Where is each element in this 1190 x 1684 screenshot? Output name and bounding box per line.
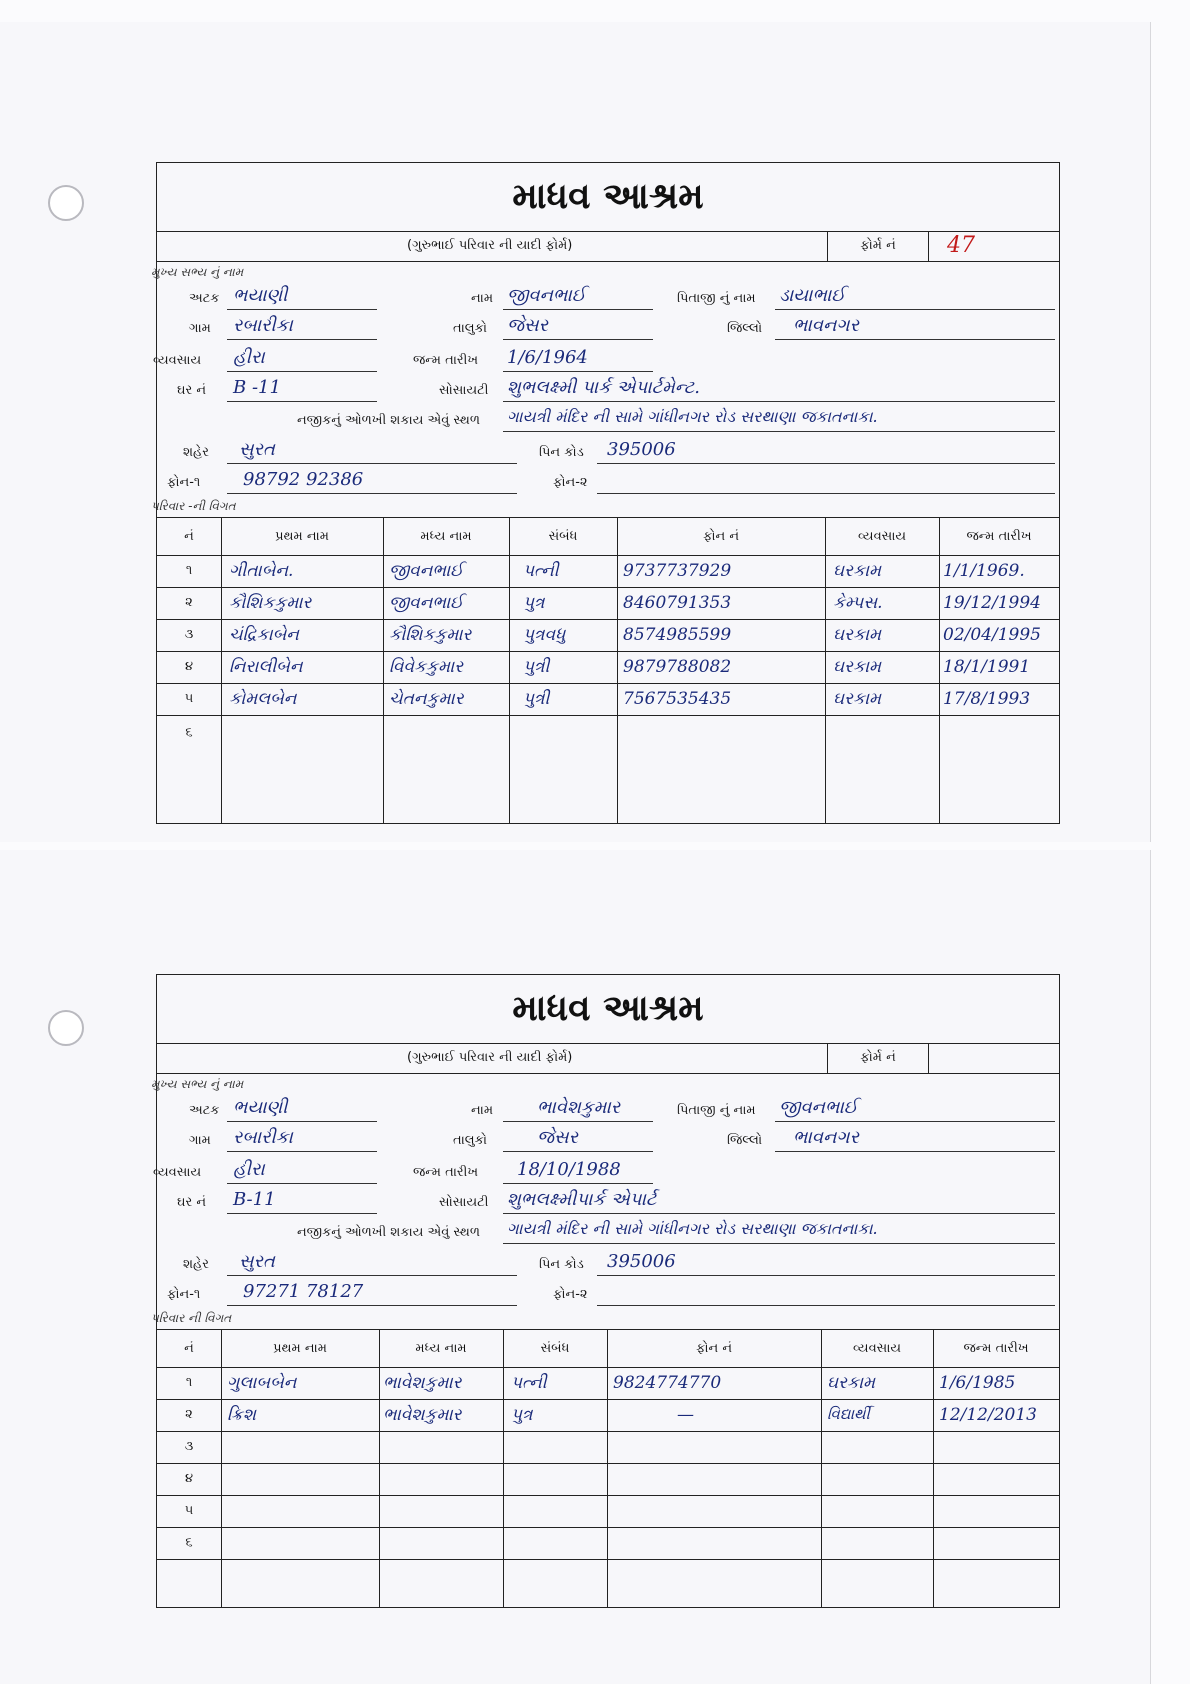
father-underline xyxy=(775,1121,1055,1122)
surname-label: અટક xyxy=(189,1103,220,1118)
member-phone[interactable]: 9737737929 xyxy=(623,561,732,581)
occupation-underline xyxy=(227,1183,377,1184)
member-first-name[interactable]: નિરાલીબેન xyxy=(229,657,303,677)
form-title: માધવ આશ્રમ xyxy=(512,987,704,1029)
member-dob[interactable]: 17/8/1993 xyxy=(943,689,1031,709)
name-value[interactable]: જીવનભાઈ xyxy=(507,285,586,306)
row-number: ૪ xyxy=(184,1471,194,1486)
district-label: જિલ્લો xyxy=(727,321,763,336)
phone2-label: ફોન-૨ xyxy=(553,475,588,490)
header-relation: સંબંધ xyxy=(548,529,578,544)
member-middle-name[interactable]: કૌશિકકુમાર xyxy=(389,625,472,645)
header-middle-name: મધ્ય નામ xyxy=(415,1341,467,1356)
punch-hole xyxy=(48,1010,84,1046)
member-first-name[interactable]: ક્રિશ xyxy=(227,1405,256,1425)
family-details-label: પરિવાર ની વિગત xyxy=(151,1311,232,1325)
landmark-underline xyxy=(503,1243,1055,1244)
form-number-label: ફોર્મ નં xyxy=(827,1043,929,1073)
phone2-underline xyxy=(597,493,1055,494)
district-underline xyxy=(775,1151,1055,1152)
house-underline xyxy=(227,401,377,402)
row-number: ૨ xyxy=(185,1407,193,1422)
header-first-name: પ્રથમ નામ xyxy=(275,529,329,544)
form-header xyxy=(157,975,1059,1044)
member-occupation[interactable]: ઘરકામ xyxy=(833,657,882,677)
occupation-value[interactable]: હીરા xyxy=(233,1159,265,1180)
city-underline xyxy=(227,463,517,464)
taluka-label: તાલુકો xyxy=(453,321,488,336)
member-occupation[interactable]: ઘરકામ xyxy=(827,1373,876,1393)
member-first-name[interactable]: કૌશિકકુમાર xyxy=(229,593,312,613)
member-first-name[interactable]: કોમલબેન xyxy=(229,689,297,709)
taluka-value[interactable]: જેસર xyxy=(537,1127,578,1148)
father-value[interactable]: ડાયાભાઈ xyxy=(779,285,846,306)
member-first-name[interactable]: ગીતાબેન. xyxy=(229,561,294,581)
society-underline xyxy=(503,401,1055,402)
member-dob[interactable]: 12/12/2013 xyxy=(939,1405,1037,1425)
society-value[interactable]: શુભલક્ષ્મીપાર્ક એપાર્ટ xyxy=(507,1189,657,1210)
landmark-label: નજીકનું ઓળખી શકાય એવું સ્થળ xyxy=(297,1225,480,1240)
dob-value[interactable]: 1/6/1964 xyxy=(507,347,588,368)
father-label: પિતાજી નું નામ xyxy=(677,1103,756,1118)
member-middle-name[interactable]: વિવેકકુમાર xyxy=(389,657,463,677)
pin-underline xyxy=(597,463,1055,464)
name-underline xyxy=(503,309,653,310)
phone1-value[interactable]: 97271 78127 xyxy=(243,1281,364,1302)
occupation-value[interactable]: હીરા xyxy=(233,347,265,368)
dob-label: જન્મ તારીખ xyxy=(413,1165,479,1180)
pin-value[interactable]: 395006 xyxy=(607,439,676,460)
phone1-underline xyxy=(227,1305,517,1306)
taluka-underline xyxy=(503,339,653,340)
form-title: માધવ આશ્રમ xyxy=(512,175,704,217)
member-occupation[interactable]: ઘરકામ xyxy=(833,625,882,645)
member-occupation[interactable]: ઘરકામ xyxy=(833,561,882,581)
form-subtitle: (ગુરુભાઈ પરિવાર ની યાદી ફોર્મ) xyxy=(407,1050,573,1065)
phone1-label: ફોન-૧ xyxy=(167,475,201,490)
pin-value[interactable]: 395006 xyxy=(607,1251,676,1272)
header-phone: ફોન નં xyxy=(702,529,740,544)
village-underline xyxy=(227,1151,377,1152)
member-dob[interactable]: 1/6/1985 xyxy=(939,1373,1016,1393)
dob-underline xyxy=(503,1183,653,1184)
landmark-label: નજીકનું ઓળખી શકાય એવું સ્થળ xyxy=(297,413,480,428)
header-dob: જન્મ તારીખ xyxy=(966,529,1032,544)
member-relation[interactable]: પુત્રી xyxy=(523,689,550,709)
member-relation[interactable]: પુત્ર xyxy=(523,593,545,613)
society-label: સોસાયટી xyxy=(439,1195,489,1210)
row-number: ૫ xyxy=(184,691,194,706)
head-member-label: મુખ્ય સભ્ય નું નામ xyxy=(151,1077,244,1091)
name-label: નામ xyxy=(471,1103,494,1118)
row-number: ૫ xyxy=(184,1503,194,1518)
village-label: ગામ xyxy=(189,321,211,336)
phone2-underline xyxy=(597,1305,1055,1306)
phone1-value[interactable]: 98792 92386 xyxy=(243,469,364,490)
phone1-underline xyxy=(227,493,517,494)
member-dob[interactable]: 1/1/1969. xyxy=(943,561,1025,581)
district-value[interactable]: ભાવનગર xyxy=(793,315,859,336)
header-dob: જન્મ તારીખ xyxy=(963,1341,1029,1356)
occupation-label: વ્યવસાય xyxy=(153,1165,202,1180)
village-value[interactable]: રબારીકા xyxy=(233,315,293,336)
member-first-name[interactable]: ગુલાબબેન xyxy=(227,1373,297,1393)
taluka-value[interactable]: જેસર xyxy=(507,315,548,336)
head-member-label: મુખ્ય સભ્ય નું નામ xyxy=(151,265,244,279)
member-first-name[interactable]: ચંદ્રિકાબેન xyxy=(229,625,299,645)
row-number: ૧ xyxy=(185,1375,193,1390)
header-occupation: વ્યવસાય xyxy=(852,1341,902,1356)
member-dob[interactable]: 19/12/1994 xyxy=(943,593,1041,613)
pin-label: પિન કોડ xyxy=(539,445,584,460)
landmark-value[interactable]: ગાયત્રી મંદિર ની સામે ગાંધીનગર રોડ સરથાણા જકાતનાકા. xyxy=(507,1219,878,1238)
member-middle-name[interactable]: ચેતનકુમાર xyxy=(389,689,464,709)
form-header xyxy=(157,163,1059,232)
surname-value[interactable]: ભયાણી xyxy=(233,285,288,306)
member-middle-name[interactable]: ભાવેશકુમાર xyxy=(383,1405,462,1425)
family-details-label: પરિવાર -ની વિગત xyxy=(151,499,236,513)
city-label: શહેર xyxy=(183,1257,209,1272)
society-value[interactable]: શુભલક્ષ્મી પાર્ક એપાર્ટમેન્ટ. xyxy=(507,377,701,398)
member-occupation[interactable]: વિદ્યાર્થી xyxy=(827,1405,870,1423)
occupation-underline xyxy=(227,371,377,372)
form-subheader xyxy=(157,231,1059,262)
dob-value[interactable]: 18/10/1988 xyxy=(517,1159,621,1180)
surname-value[interactable]: ભયાણી xyxy=(233,1097,288,1118)
society-underline xyxy=(503,1213,1055,1214)
name-underline xyxy=(503,1121,653,1122)
member-occupation[interactable]: કેમ્પસ. xyxy=(833,593,883,613)
name-label: નામ xyxy=(471,291,494,306)
member-phone[interactable]: 9824774770 xyxy=(613,1373,722,1393)
header-relation: સંબંધ xyxy=(540,1341,570,1356)
member-middle-name[interactable]: જીવનભાઈ xyxy=(389,561,464,581)
father-label: પિતાજી નું નામ xyxy=(677,291,756,306)
row-number: ૨ xyxy=(185,595,193,610)
house-label: ઘર નં xyxy=(177,1195,207,1210)
header-middle-name: મધ્ય નામ xyxy=(420,529,472,544)
row-number: ૪ xyxy=(184,659,194,674)
phone2-label: ફોન-૨ xyxy=(553,1287,588,1302)
member-relation[interactable]: પત્ની xyxy=(511,1373,547,1393)
member-middle-name[interactable]: જીવનભાઈ xyxy=(389,593,464,613)
city-value[interactable]: સુરત xyxy=(239,1251,275,1272)
city-value[interactable]: સુરત xyxy=(239,439,275,460)
landmark-value[interactable]: ગાયત્રી મંદિર ની સામે ગાંધીનગર રોડ સરથાણા જકાતનાકા. xyxy=(507,407,878,426)
member-occupation[interactable]: ઘરકામ xyxy=(833,689,882,709)
row-number: ૬ xyxy=(185,725,193,740)
member-phone[interactable]: 8574985599 xyxy=(623,625,732,645)
phone1-label: ફોન-૧ xyxy=(167,1287,201,1302)
occupation-label: વ્યવસાય xyxy=(153,353,202,368)
district-label: જિલ્લો xyxy=(727,1133,763,1148)
pin-underline xyxy=(597,1275,1055,1276)
form-number-label: ફોર્મ નં xyxy=(827,231,929,261)
row-number: ૩ xyxy=(184,1439,194,1454)
row-number: ૩ xyxy=(184,627,194,642)
father-underline xyxy=(775,309,1055,310)
society-label: સોસાયટી xyxy=(439,383,489,398)
family-form-2 xyxy=(151,974,1060,1608)
village-value[interactable]: રબારીકા xyxy=(233,1127,293,1148)
row-number: ૬ xyxy=(185,1535,193,1550)
pin-label: પિન કોડ xyxy=(539,1257,584,1272)
village-label: ગામ xyxy=(189,1133,211,1148)
member-middle-name[interactable]: ભાવેશકુમાર xyxy=(383,1373,462,1393)
punch-hole xyxy=(48,185,84,221)
form-subtitle: (ગુરુભાઈ પરિવાર ની યાદી ફોર્મ) xyxy=(407,238,573,253)
house-underline xyxy=(227,1213,377,1214)
city-label: શહેર xyxy=(183,445,209,460)
city-underline xyxy=(227,1275,517,1276)
family-form-1 xyxy=(151,162,1060,824)
surname-label: અટક xyxy=(189,291,220,306)
name-value[interactable]: ભાવેશકુમાર xyxy=(537,1097,621,1118)
member-phone[interactable]: 8460791353 xyxy=(623,593,732,613)
member-phone[interactable]: 9879788082 xyxy=(623,657,732,677)
header-phone: ફોન નં xyxy=(695,1341,733,1356)
landmark-underline xyxy=(503,431,1055,432)
dob-label: જન્મ તારીખ xyxy=(413,353,479,368)
member-relation[interactable]: પુત્રી xyxy=(523,657,550,677)
member-dob[interactable]: 02/04/1995 xyxy=(943,625,1041,645)
header-no: નં xyxy=(184,529,194,544)
member-relation[interactable]: પુત્ર xyxy=(511,1405,533,1425)
header-occupation: વ્યવસાય xyxy=(857,529,907,544)
house-value[interactable]: B-11 xyxy=(233,1189,276,1210)
form-subheader xyxy=(157,1043,1059,1074)
district-value[interactable]: ભાવનગર xyxy=(793,1127,859,1148)
surname-underline xyxy=(227,309,377,310)
row-number: ૧ xyxy=(185,563,193,578)
member-dob[interactable]: 18/1/1991 xyxy=(943,657,1031,677)
taluka-label: તાલુકો xyxy=(453,1133,488,1148)
house-label: ઘર નં xyxy=(177,383,207,398)
header-no: નં xyxy=(184,1341,194,1356)
member-relation[interactable]: પત્ની xyxy=(523,561,559,581)
father-value[interactable]: જીવનભાઈ xyxy=(779,1097,858,1118)
dob-underline xyxy=(503,371,653,372)
taluka-underline xyxy=(503,1151,653,1152)
member-phone[interactable]: — xyxy=(677,1405,694,1425)
village-underline xyxy=(227,339,377,340)
member-relation[interactable]: પુત્રવધુ xyxy=(523,625,566,645)
header-first-name: પ્રથમ નામ xyxy=(273,1341,327,1356)
district-underline xyxy=(775,339,1055,340)
member-phone[interactable]: 7567535435 xyxy=(623,689,732,709)
surname-underline xyxy=(227,1121,377,1122)
form-number-value[interactable]: 47 xyxy=(947,233,975,258)
house-value[interactable]: B -11 xyxy=(233,377,281,398)
